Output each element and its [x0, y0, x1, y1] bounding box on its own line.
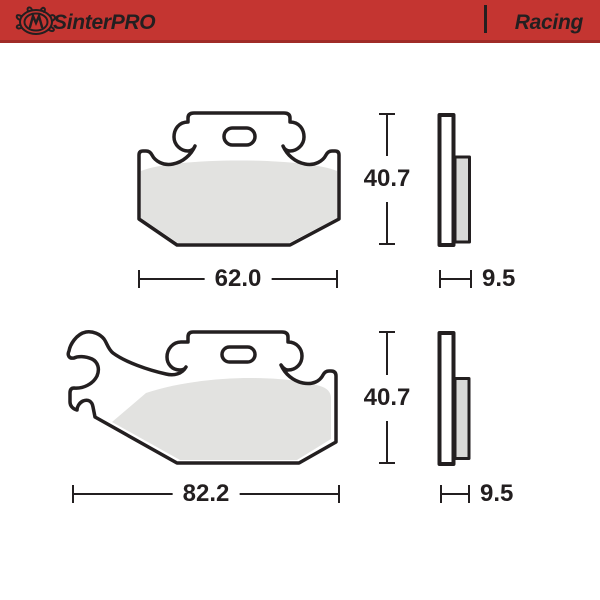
dim-pad2-thickness [440, 479, 514, 507]
dim-pad1-height [363, 113, 411, 245]
dim-tick [336, 270, 338, 288]
dim-pad2-thickness-value: 9.5 [480, 479, 514, 507]
dim-tick [379, 243, 395, 245]
dim-pad1-height-value: 40.7 [361, 156, 414, 202]
dim-tick [338, 485, 340, 503]
dim-tick [440, 485, 442, 503]
dim-pad1-width [138, 264, 338, 292]
pad1-side-view [440, 115, 470, 245]
dim-tick [379, 331, 395, 333]
dim-pad2-height-value: 40.7 [361, 375, 414, 421]
dim-tick [379, 462, 395, 464]
pad2-mounting-slot [222, 347, 255, 362]
pad2-front-view [68, 332, 336, 463]
dim-tick [439, 270, 441, 288]
dim-pad1-width-value: 62.0 [205, 264, 272, 294]
pad1-mounting-slot [224, 128, 255, 145]
dim-pad2-width [72, 479, 340, 507]
dim-tick [138, 270, 140, 288]
pad2-side-view [440, 333, 470, 464]
dim-tick [72, 485, 74, 503]
dim-pad1-thickness [439, 264, 516, 292]
dim-pad1-thickness-value: 9.5 [482, 264, 516, 292]
brand-name: SinterPRO [53, 11, 156, 34]
series-label: Racing [514, 11, 583, 34]
dim-pad2-width-value: 82.2 [173, 479, 240, 509]
dim-line [440, 493, 470, 495]
dim-pad2-height [363, 331, 411, 464]
pad1-front-view [139, 113, 339, 245]
dim-tick [379, 113, 395, 115]
dim-line [439, 278, 472, 280]
